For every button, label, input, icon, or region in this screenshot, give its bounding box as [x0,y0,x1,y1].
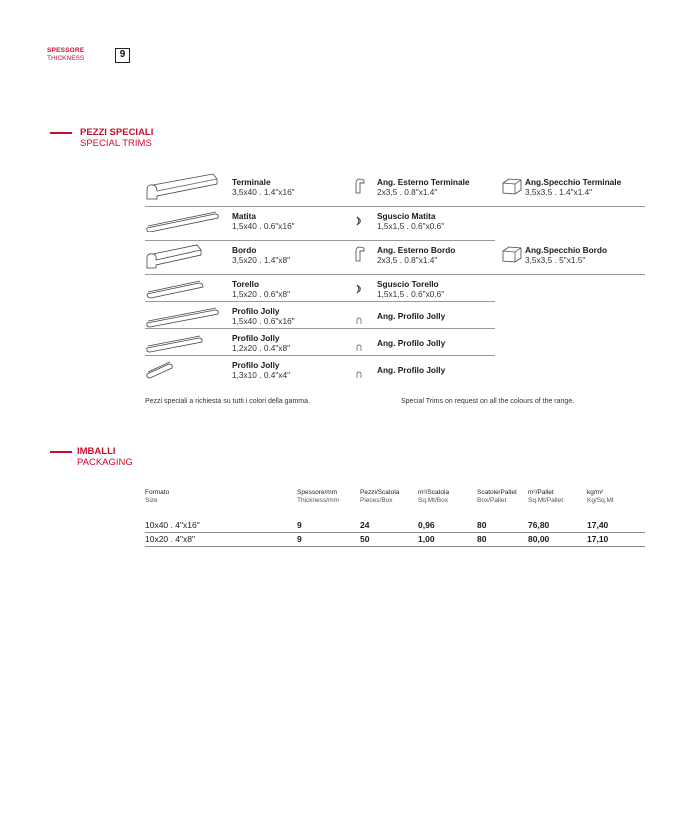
special-trims-title-en: SPECIAL TRIMS [80,138,152,149]
ang-esterno-icon [354,245,366,268]
packaging-header [477,489,517,505]
header-it: Formato [145,489,170,496]
header-it: kg/m² [587,489,604,496]
trim-name: Profilo Jolly [232,333,280,343]
packaging-header [145,489,169,505]
trim-dims: 1,5x40 . 0.6"x16" [232,221,295,231]
packaging-header [587,489,614,505]
ang-esterno-icon [354,177,366,200]
header-it: Spessore/mm [297,489,338,496]
packaging-header [360,489,399,505]
table-cell: 10x40 . 4"x16" [145,520,200,530]
packaging-title-en: PACKAGING [77,457,133,468]
table-cell: 80 [477,520,487,530]
trims-note-it: Pezzi speciali a richiesta su tutti i colori della gamma. [145,398,310,405]
trim-dims: 3,5x20 . 1.4"x8" [232,255,291,265]
header-en: Sq.Mt/Pallet [528,497,564,504]
trim-name: Sguscio Torello [377,279,439,289]
header-en: Size [145,497,158,504]
table-cell: 1,00 [418,534,435,544]
torello-icon [145,279,205,304]
header-it: m²/Scatola [418,489,450,496]
trim-name: Matita [232,211,256,221]
table-cell: 80 [477,534,487,544]
special-trims-title-it: PEZZI SPECIALI [80,127,154,138]
trim-dims: 3,5x40 . 1.4"x16" [232,187,295,197]
table-cell: 76,80 [528,520,550,530]
header-it: Scatole/Pallet [477,489,517,496]
trim-dims: 1,3x10 . 0.4"x4" [232,370,291,380]
header-en: Thickness/mm [297,497,339,504]
terminale-icon [145,173,220,208]
ang-profilo-icon [355,366,363,384]
sguscio-icon [355,213,363,231]
trim-name: Terminale [232,177,271,187]
sguscio-icon [355,281,363,299]
table-cell: 10x20 . 4"x8" [145,534,195,544]
trim-name: Ang. Profilo Jolly [377,338,446,348]
table-cell: 17,40 [587,520,609,530]
table-cell: 80,00 [528,534,550,544]
trim-name: Ang.Specchio Bordo [525,245,608,255]
table-cell: 0,96 [418,520,435,530]
matita-icon [145,210,220,237]
trims-note-en: Special Trims on request on all the colours of the range. [401,398,575,405]
table-cell: 9 [297,520,302,530]
ang-profilo-icon [355,339,363,357]
packaging-title-it: IMBALLI [77,446,116,457]
trim-name: Ang.Specchio Terminale [525,177,622,187]
thickness-badge [115,48,131,64]
trim-name: Profilo Jolly [232,360,280,370]
table-cell: 24 [360,520,370,530]
header-it: m²/Pallet [528,489,554,496]
table-cell: 50 [360,534,370,544]
trim-name: Ang. Profilo Jolly [377,365,446,375]
trim-dims: 3,5x3,5 . 5"x1.5" [525,255,586,265]
profilo-jolly-icon [145,306,220,333]
bordo-icon [145,244,205,277]
trim-name: Ang. Profilo Jolly [377,311,446,321]
trim-dims: 3,5x3,5 . 1.4"x1.4" [525,187,593,197]
profilo-jolly-icon [145,334,205,359]
trim-dims: 1,5x1,5 . 0.6"x0.6" [377,221,445,231]
trim-dims: 1,5x20 . 0.6"x8" [232,289,291,299]
ang-profilo-icon [355,312,363,330]
table-cell: 17,10 [587,534,609,544]
trim-name: Ang. Esterno Bordo [377,245,456,255]
thickness-label-it: SPESSORE [47,47,85,54]
trim-dims: 2x3,5 . 0.8"x1.4" [377,255,438,265]
ang-specchio-icon [501,245,523,268]
header-en: Kg/Sq.Mt [587,497,614,504]
thickness-value: 9 [119,49,126,60]
header-en: Pieces/Box [360,497,393,504]
header-en: Sq.Mt/Box [418,497,448,504]
table-cell: 9 [297,534,302,544]
trim-name: Sguscio Matita [377,211,436,221]
trim-dims: 2x3,5 . 0.8"x1.4" [377,187,438,197]
trim-dims: 1,5x1,5 . 0.6"x0.6" [377,289,445,299]
thickness-label-en: THICKNESS [47,55,85,62]
trim-name: Profilo Jolly [232,306,280,316]
trim-dims: 1,2x20 . 0.4"x8" [232,343,291,353]
trim-name: Torello [232,279,260,289]
trim-dims: 1,5x40 . 0.6"x16" [232,316,295,326]
header-en: Box/Pallet [477,497,507,504]
packaging-header [528,489,563,505]
packaging-header [297,489,339,505]
ang-specchio-icon [501,177,523,200]
packaging-header [418,489,449,505]
profilo-jolly-icon [145,361,175,384]
trim-name: Ang. Esterno Terminale [377,177,470,187]
header-it: Pezzi/Scatola [360,489,400,496]
thickness-label [47,47,84,63]
trim-name: Bordo [232,245,257,255]
